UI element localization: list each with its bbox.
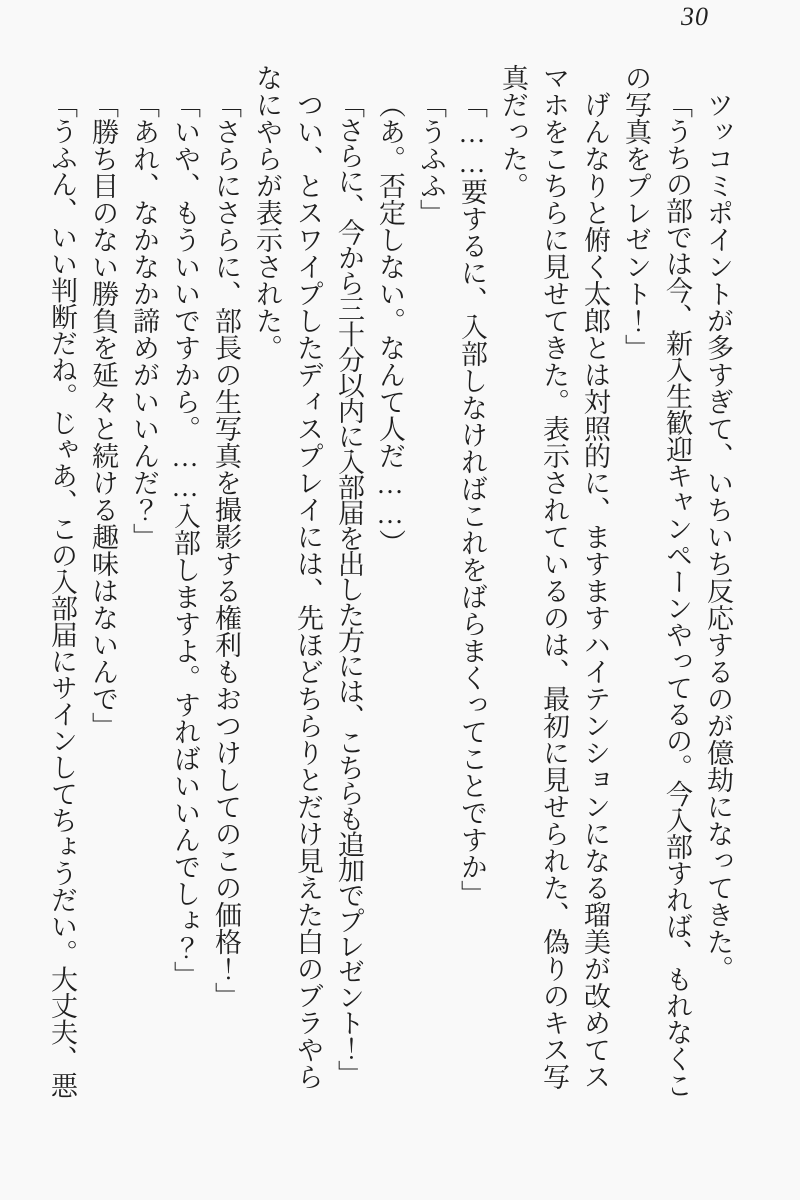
page-text: [41, 64, 738, 1096]
text-column: 「うふん、いい判断だね。じゃあ、この入部届にサインしてちょうだい。大丈夫、悪: [47, 91, 77, 1098]
paragraph-dialogue: [82, 64, 123, 1096]
text-column: 「うふふ」: [416, 91, 446, 226]
text-column: 「……要するに、入部しなければこれをばらまくってことですか」: [457, 91, 487, 907]
text-column: なにやらが表示された。: [252, 64, 282, 361]
text-column: 「さらに、今から三十分以内に入部届を出した方には、こちらも追加でプレゼント！」: [334, 91, 364, 1086]
text-column: 「いや、もういいですから。……入部しますよ。すればいいんでしょ？」: [170, 91, 200, 988]
paragraph-dialogue: [164, 64, 205, 1096]
text-column: ツッコミポイントが多すぎて、いちいち反応するのが億劫になってきた。: [703, 91, 733, 982]
text-column: 「うちの部では今、新入生歓迎キャンペーンやってるの。今入部すれば、もれなくこ: [662, 91, 692, 1098]
text-column: つい、とスワイプしたディスプレイには、先ほどちらりとだけ見えた白のブラやら: [293, 91, 323, 1090]
paragraph-dialogue: [615, 64, 697, 1096]
paragraph-dialogue: [205, 64, 246, 1096]
text-column: 真だった。: [498, 64, 528, 199]
text-column: 「さらにさらに、部長の生写真を撮影する権利もおつけしてのこの価格！」: [211, 91, 241, 1009]
text-column: マホをこちらに見せてきた。表示されているのは、最初に見せられた、偽りのキス写: [539, 64, 569, 1090]
page-number: 30: [681, 2, 709, 31]
paragraph-dialogue: [123, 64, 164, 1096]
text-column: （あ。否定しない。なんて人だ……）: [375, 91, 405, 556]
paragraph-dialogue: [451, 64, 492, 1096]
paragraph-dialogue: [410, 64, 451, 1096]
text-column: の写真をプレゼント！」: [621, 64, 651, 361]
paragraph-narration: [697, 64, 738, 1096]
text-column: 「あれ、なかなか諦めがいいんだ？」: [129, 91, 159, 550]
text-column: 「勝ち目のない勝負を延々と続ける趣味はないんで」: [88, 91, 118, 739]
paragraph-thought: [369, 64, 410, 1096]
paragraph-dialogue: [41, 64, 82, 1096]
paragraph-narration: [246, 64, 328, 1096]
paragraph-narration: [492, 64, 615, 1096]
text-column: げんなりと俯く太郎とは対照的に、ますますハイテンションになる瑠美が改めてス: [580, 91, 610, 1090]
paragraph-dialogue: [328, 64, 369, 1096]
